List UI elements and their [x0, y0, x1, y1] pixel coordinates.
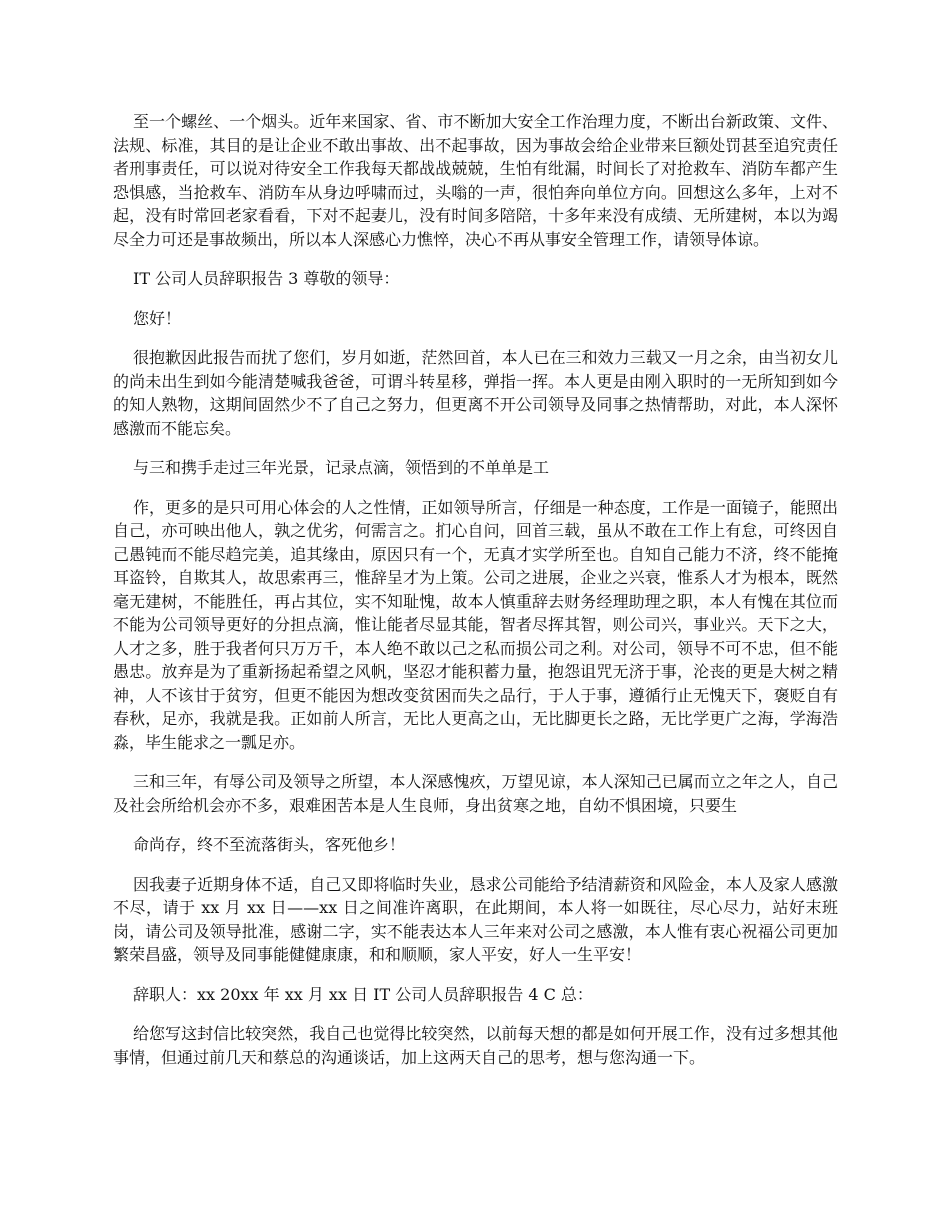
paragraph-letter-to-c: 给您写这封信比较突然，我自己也觉得比较突然，以前每天想的都是如何开展工作，没有过多想其他事情，但通过前几天和蔡总的沟通谈话，加上这两天自己的思考，想与您沟通一下。: [113, 1024, 838, 1067]
paragraph-life-continues: 命尚存，终不至流落街头，客死他乡！: [133, 835, 406, 854]
paragraph-three-years: 与三和携手走过三年光景，记录点滴，领悟到的不单单是工: [133, 458, 550, 477]
paragraph-safety-resignation: 至一个螺丝、一个烟头。近年来国家、省、市不断加大安全工作治理力度，不断出台新政策、文件、法规、标准，其目的是让企业不敢出事故、出不起事故，因为事故会给企业带来巨额处罚甚至追究责任者刑事责任，可以说对待安全工作我每天都战战兢兢，生怕有纰漏，时间长了对抢救车、消防车都产生恐惧感，当抢救车、消防车从身边呼啸而过，头嗡的一声，很怕奔向单位方向。回想这么多年，上对不起，没有时常回老家看看，下对不起妻儿，没有时间多陪陪，十多年来没有成绩、无所建树，本以为竭尽全力可还是事故频出，所以本人深感心力憔悴，决心不再从事安全管理工作，请领导体谅。: [113, 112, 838, 249]
paragraph-signature-report-4: 辞职人：xx 20xx 年 xx 月 xx 日 IT 公司人员辞职报告 4 C 总：: [133, 984, 593, 1004]
paragraph-leave-request: 因我妻子近期身体不适，自己又即将临时失业，恳求公司能给予结清薪资和风险金，本人及家人感激不尽，请于 xx 月 xx 日——xx 日之间准许离职，在此期间，本人将一如既往，尽心尽力，站好末班岗，请公司及领导批准，感谢二字，实不能表达本人三年来对公司之感激，本人惟有衷心祝福公司更加繁荣昌盛，领导及同事能健健康康，和和顺顺，家人平安，好人一生平安！: [113, 874, 838, 964]
paragraph-apology-company: 三和三年，有辱公司及领导之所望，本人深感愧疚，万望见谅，本人深知己已属而立之年之人，自己及社会所给机会亦不多，艰难困苦本是人生良师，身出贫寒之地，自幼不惧困境，只要生: [113, 772, 838, 815]
paragraph-report-3-heading: IT 公司人员辞职报告 3 尊敬的领导：: [133, 269, 400, 288]
paragraph-greeting: 您好！: [133, 308, 182, 328]
paragraph-apology: 很抱歉因此报告而扰了您们，岁月如逝，茫然回首，本人已在三和效力三载又一月之余，由当初女儿的尚未出生到如今能清楚喊我爸爸，可谓斗转星移，弹指一挥。本人更是由刚入职时的一无所知到如今的知人熟物，这期间固然少不了自己之努力，但更离不开公司领导及同事之热情帮助，对此，本人深怀感激而不能忘矣。: [113, 348, 838, 438]
document-body: [113, 110, 838, 1085]
paragraph-work-reflection: 作，更多的是只可用心体会的人之性情，正如领导所言，仔细是一种态度，工作是一面镜子，能照出自己，亦可映出他人，孰之优劣，何需言之。扪心自问，回首三载，虽从不敢在工作上有怠，可终因自己愚钝而不能尽趋完美，追其缘由，原因只有一个，无真才实学所至也。自知自己能力不济，终不能掩耳盗铃，自欺其人，故思索再三，惟辞呈才为上策。公司之进展，企业之兴衰，惟系人才为根本，既然毫无建树，不能胜任，再占其位，实不知耻愧，故本人慎重辞去财务经理助理之职，本人有愧在其位而不能为公司领导更好的分担点滴，惟让能者尽显其能，智者尽挥其智，则公司兴，事业兴。天下之大，人才之多，胜于我者何只万万千，本人绝不敢以己之私而损公司之利。对公司，领导不可不忠，但不能愚忠。放弃是为了重新扬起希望之风帆，坚忍才能积蓄力量，抱怨诅咒无济于事，沦丧的更是大树之精神，人不该甘于贫穷，但更不能因为想改变贫困而失之品行，于人于事，遵循行止无愧天下，褒贬自有春秋，足亦，我就是我。正如前人所言，无比人更高之山，无比脚更长之路，无比学更广之海，学海浩淼，毕生能求之一瓢足亦。: [113, 497, 838, 752]
